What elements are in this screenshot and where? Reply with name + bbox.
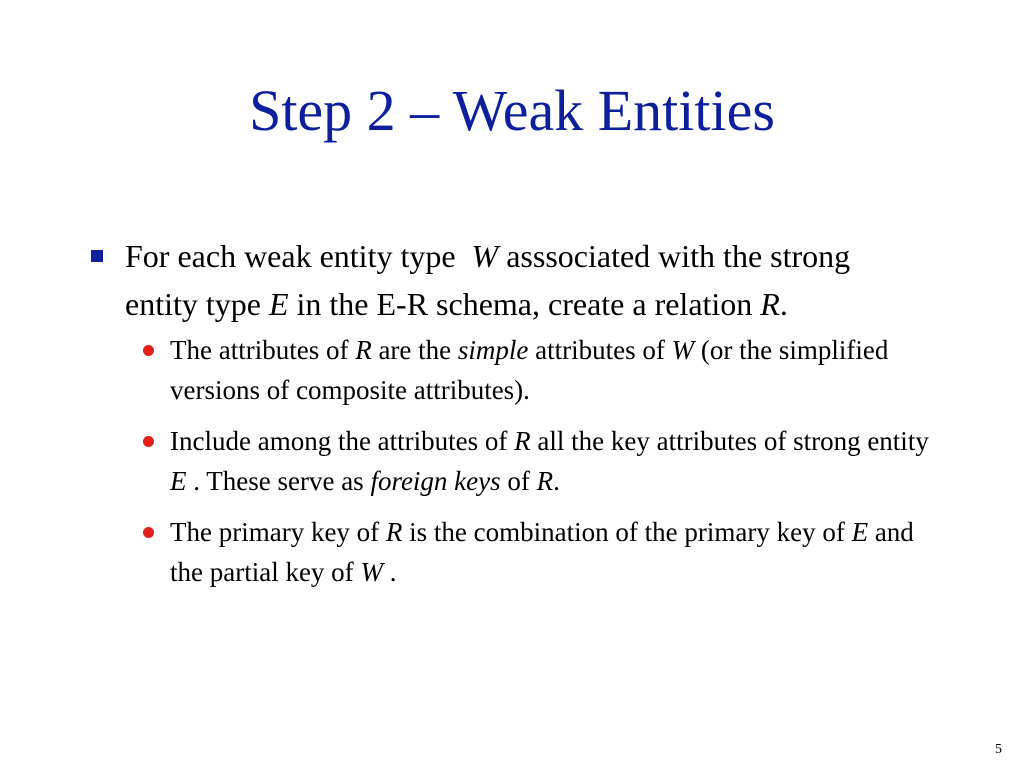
text-run: of xyxy=(500,466,537,496)
slide-number: 5 xyxy=(995,742,1002,757)
main-bullet-text xyxy=(125,232,925,328)
variable-r: R xyxy=(385,517,403,547)
sub-bullet-foreign-keys xyxy=(135,421,930,501)
variable-r: R xyxy=(536,466,554,496)
text-run: all the key attributes of strong entity xyxy=(530,426,929,456)
sub-bullet-list xyxy=(135,330,968,592)
text-run: For each weak entity type xyxy=(125,238,472,274)
main-bullet xyxy=(88,232,968,328)
text-run: are the xyxy=(371,335,458,365)
slide-content xyxy=(88,232,968,603)
variable-r: R xyxy=(355,335,372,365)
text-run: attributes of xyxy=(528,335,672,365)
variable-e: E xyxy=(170,466,187,496)
text-run: Include among the attributes of xyxy=(170,426,515,456)
text-run: (or the simplified versions of composite attributes). xyxy=(170,335,889,405)
variable-e: E xyxy=(268,286,289,322)
text-run: . These serve as xyxy=(186,466,371,496)
round-bullet-icon xyxy=(143,436,154,447)
emphasis-foreign-keys: foreign keys xyxy=(370,466,501,496)
variable-e: E xyxy=(851,517,869,547)
slide-title: Step 2 – Weak Entities xyxy=(249,78,775,143)
square-bullet-icon xyxy=(91,250,103,262)
text-run: The attributes of xyxy=(170,335,356,365)
sub-bullet-simple-attributes xyxy=(135,330,930,410)
text-run: The primary key of xyxy=(170,517,386,547)
variable-r: R xyxy=(760,286,780,322)
text-run: . xyxy=(553,466,560,496)
variable-w: W xyxy=(360,557,383,587)
variable-r: R xyxy=(514,426,531,456)
variable-w: W xyxy=(471,238,499,274)
variable-w: W xyxy=(671,335,695,365)
text-run: in the E-R schema, create a relation xyxy=(288,286,761,322)
sub-bullet-primary-key xyxy=(135,512,930,592)
text-run: . xyxy=(779,286,788,322)
text-run: is the combination of the primary key of xyxy=(402,517,852,547)
emphasis-simple: simple xyxy=(457,335,529,365)
text-run: . xyxy=(382,557,397,587)
round-bullet-icon xyxy=(143,527,154,538)
round-bullet-icon xyxy=(143,345,154,356)
text-run: asssociated with the strong entity type xyxy=(125,238,851,322)
text-run: and the partial key of xyxy=(170,517,914,587)
